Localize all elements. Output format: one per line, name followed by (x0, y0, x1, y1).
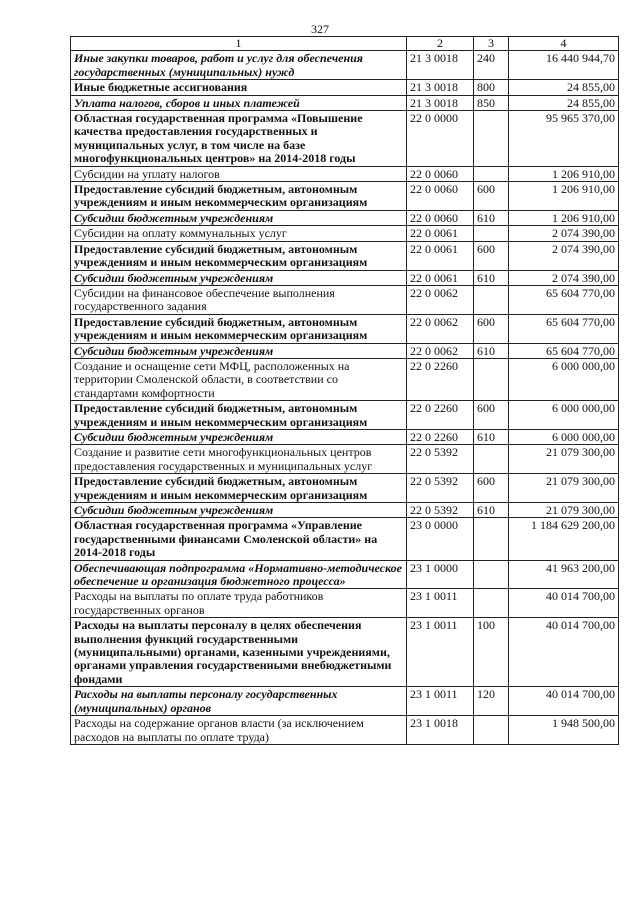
row-code-cell: 23 1 0018 (407, 716, 474, 745)
table-row (71, 182, 619, 211)
row-name-cell: Субсидии на уплату налогов (71, 166, 407, 181)
header-col-code: 2 (407, 37, 474, 51)
table-row (71, 226, 619, 241)
row-amount-cell: 1 184 629 200,00 (509, 518, 619, 560)
row-name-cell: Субсидии бюджетным учреждениям (71, 270, 407, 285)
table-header-row (71, 37, 619, 51)
row-name-cell: Субсидии бюджетным учреждениям (71, 429, 407, 444)
row-type-cell (474, 589, 509, 618)
table-row (71, 518, 619, 560)
header-col-type: 3 (474, 37, 509, 51)
row-amount-cell: 40 014 700,00 (509, 687, 619, 716)
table-row (71, 314, 619, 343)
row-code-cell: 22 0 0061 (407, 241, 474, 270)
table-row (71, 429, 619, 444)
table-row (71, 687, 619, 716)
row-name-cell: Расходы на содержание органов власти (за исключением расходов на выплаты по оплате труда) (71, 716, 407, 745)
row-name-cell: Уплата налогов, сборов и иных платежей (71, 95, 407, 110)
row-code-cell: 22 0 0062 (407, 343, 474, 358)
row-type-cell: 600 (474, 182, 509, 211)
header-col-name: 1 (71, 37, 407, 51)
row-code-cell: 22 0 0060 (407, 182, 474, 211)
row-amount-cell: 1 948 500,00 (509, 716, 619, 745)
row-type-cell: 100 (474, 618, 509, 687)
row-type-cell: 240 (474, 51, 509, 80)
row-name-cell: Субсидии бюджетным учреждениям (71, 210, 407, 225)
row-amount-cell: 41 963 200,00 (509, 560, 619, 589)
row-name-cell: Расходы на выплаты персоналу в целях обеспечения выполнения функций государственными (муниципальными) органами, казенными учреждениями, органами управления государственными внебюджетными фондами (71, 618, 407, 687)
table-row (71, 618, 619, 687)
row-type-cell: 610 (474, 503, 509, 518)
table-row (71, 285, 619, 314)
row-type-cell (474, 226, 509, 241)
row-name-cell: Предоставление субсидий бюджетным, автономным учреждениям и иным некоммерческим организациям (71, 474, 407, 503)
row-amount-cell: 40 014 700,00 (509, 618, 619, 687)
row-code-cell: 21 3 0018 (407, 80, 474, 95)
table-row (71, 166, 619, 181)
row-amount-cell: 6 000 000,00 (509, 429, 619, 444)
row-amount-cell: 1 206 910,00 (509, 166, 619, 181)
row-name-cell: Иные бюджетные ассигнования (71, 80, 407, 95)
row-amount-cell: 65 604 770,00 (509, 314, 619, 343)
table-row (71, 474, 619, 503)
row-type-cell: 600 (474, 241, 509, 270)
row-name-cell: Предоставление субсидий бюджетным, автономным учреждениям и иным некоммерческим организациям (71, 314, 407, 343)
row-code-cell: 22 0 0000 (407, 111, 474, 167)
table-row (71, 270, 619, 285)
row-name-cell: Областная государственная программа «Повышение качества предоставления государственных и муниципальных услуг, в том числе на базе многофункциональных центров» на 2014-2018 годы (71, 111, 407, 167)
row-amount-cell: 65 604 770,00 (509, 343, 619, 358)
row-amount-cell: 2 074 390,00 (509, 270, 619, 285)
row-type-cell: 600 (474, 401, 509, 430)
table-row (71, 503, 619, 518)
row-code-cell: 22 0 5392 (407, 503, 474, 518)
table-row (71, 111, 619, 167)
row-code-cell: 23 1 0000 (407, 560, 474, 589)
row-amount-cell: 24 855,00 (509, 95, 619, 110)
row-code-cell: 22 0 0061 (407, 270, 474, 285)
table-row (71, 445, 619, 474)
row-code-cell: 22 0 0061 (407, 226, 474, 241)
row-type-cell (474, 716, 509, 745)
row-amount-cell: 6 000 000,00 (509, 358, 619, 400)
row-code-cell: 23 1 0011 (407, 618, 474, 687)
row-amount-cell: 2 074 390,00 (509, 241, 619, 270)
row-type-cell (474, 358, 509, 400)
row-type-cell: 610 (474, 270, 509, 285)
row-name-cell: Предоставление субсидий бюджетным, автономным учреждениям и иным некоммерческим организациям (71, 182, 407, 211)
page-number: 327 (311, 22, 329, 36)
table-row (71, 241, 619, 270)
row-type-cell: 600 (474, 474, 509, 503)
row-type-cell: 600 (474, 314, 509, 343)
row-code-cell: 21 3 0018 (407, 51, 474, 80)
row-amount-cell: 21 079 300,00 (509, 445, 619, 474)
row-name-cell: Предоставление субсидий бюджетным, автономным учреждениям и иным некоммерческим организациям (71, 241, 407, 270)
row-name-cell: Обеспечивающая подпрограмма «Нормативно-методическое обеспечение и организация бюджетного процесса» (71, 560, 407, 589)
row-code-cell: 22 0 5392 (407, 445, 474, 474)
row-amount-cell: 21 079 300,00 (509, 503, 619, 518)
table-row (71, 210, 619, 225)
row-name-cell: Иные закупки товаров, работ и услуг для обеспечения государственных (муниципальных) нужд (71, 51, 407, 80)
row-name-cell: Областная государственная программа «Управление государственными финансами Смоленской области» на 2014-2018 годы (71, 518, 407, 560)
table-row (71, 401, 619, 430)
row-name-cell: Субсидии бюджетным учреждениям (71, 343, 407, 358)
row-name-cell: Предоставление субсидий бюджетным, автономным учреждениям и иным некоммерческим организациям (71, 401, 407, 430)
row-code-cell: 23 1 0011 (407, 687, 474, 716)
row-code-cell: 22 0 0060 (407, 210, 474, 225)
row-name-cell: Расходы на выплаты персоналу государственных (муниципальных) органов (71, 687, 407, 716)
table-row (71, 716, 619, 745)
row-code-cell: 22 0 0060 (407, 166, 474, 181)
row-name-cell: Создание и оснащение сети МФЦ, расположенных на территории Смоленской области, в соответствии со стандартами комфортности (71, 358, 407, 400)
table-row (71, 589, 619, 618)
row-amount-cell: 95 965 370,00 (509, 111, 619, 167)
budget-table (70, 36, 619, 745)
row-type-cell (474, 560, 509, 589)
row-type-cell: 610 (474, 429, 509, 444)
row-type-cell: 610 (474, 343, 509, 358)
row-code-cell: 22 0 2260 (407, 429, 474, 444)
row-type-cell (474, 111, 509, 167)
table-row (71, 80, 619, 95)
row-amount-cell: 6 000 000,00 (509, 401, 619, 430)
row-type-cell: 610 (474, 210, 509, 225)
table-row (71, 560, 619, 589)
header-col-amount: 4 (509, 37, 619, 51)
row-name-cell: Расходы на выплаты по оплате труда работников государственных органов (71, 589, 407, 618)
table-row (71, 95, 619, 110)
row-type-cell (474, 285, 509, 314)
row-amount-cell: 16 440 944,70 (509, 51, 619, 80)
row-code-cell: 21 3 0018 (407, 95, 474, 110)
row-type-cell: 850 (474, 95, 509, 110)
row-code-cell: 22 0 2260 (407, 358, 474, 400)
row-type-cell (474, 166, 509, 181)
table-row (71, 51, 619, 80)
row-code-cell: 22 0 5392 (407, 474, 474, 503)
row-amount-cell: 40 014 700,00 (509, 589, 619, 618)
row-code-cell: 22 0 0062 (407, 285, 474, 314)
row-code-cell: 23 0 0000 (407, 518, 474, 560)
row-amount-cell: 65 604 770,00 (509, 285, 619, 314)
row-amount-cell: 1 206 910,00 (509, 182, 619, 211)
row-code-cell: 22 0 2260 (407, 401, 474, 430)
row-name-cell: Субсидии на оплату коммунальных услуг (71, 226, 407, 241)
row-code-cell: 22 0 0062 (407, 314, 474, 343)
row-name-cell: Субсидии на финансовое обеспечение выполнения государственного задания (71, 285, 407, 314)
row-name-cell: Создание и развитие сети многофункциональных центров предоставления государственных и муниципальных услуг (71, 445, 407, 474)
row-name-cell: Субсидии бюджетным учреждениям (71, 503, 407, 518)
table-row (71, 358, 619, 400)
row-type-cell (474, 445, 509, 474)
row-type-cell: 800 (474, 80, 509, 95)
row-amount-cell: 1 206 910,00 (509, 210, 619, 225)
row-type-cell (474, 518, 509, 560)
table-row (71, 343, 619, 358)
row-type-cell: 120 (474, 687, 509, 716)
row-amount-cell: 2 074 390,00 (509, 226, 619, 241)
row-amount-cell: 24 855,00 (509, 80, 619, 95)
row-amount-cell: 21 079 300,00 (509, 474, 619, 503)
row-code-cell: 23 1 0011 (407, 589, 474, 618)
